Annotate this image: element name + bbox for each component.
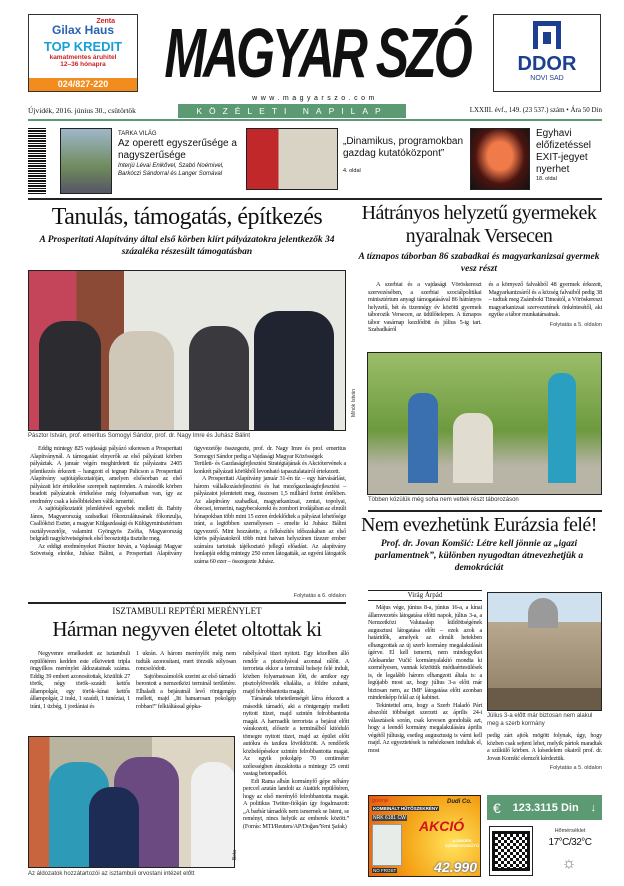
camp-column-2 — [489, 281, 603, 319]
istanbul-header — [24, 606, 350, 642]
paragraph: A sajtótájékoztatót jelenlétével egyebek mellett dr. Babity János, Magyarország szabadkai főkonzulátusának főkonzulja, Csallóközi Eszter, a magyar Külgazdasági és Külügyminisztérium osztályvezetője, valamint Gyöngyös Zsófia, Magyarország belgrádi nagykövetségének első beosztottja tisztelte meg. — [30, 505, 182, 542]
istanbul-kicker: ISZTAMBULI REPTÉRI MERÉNYLET — [112, 606, 262, 616]
ad-line2: 12–36 hónapra — [60, 61, 106, 68]
lead-subtitle: A Prosperitati Alapítvány által első körben kiírt pályázatokra jelentkezők 34 százaléka részesült támogatásban — [39, 235, 335, 257]
paragraph: A szerbiai és a vajdasági Vöröskereszt szervezésében, a szerbiai szociálpolitikai minisztérium anyagi támogatásával 86 hátrányos helyzetű, hét és tizennégy év közötti gyermek táborozik Versecen, az üdülőtelepen. A tíznapos tábor vasárnap kezdődött és július 5-ig tart. Szabadkáról — [368, 281, 482, 333]
divider — [368, 510, 602, 512]
eurasia-caption: Július 3-a előtt már biztosan nem alakul meg a szerb kormány — [487, 713, 593, 727]
ddor-city: NOVI SAD — [530, 75, 564, 82]
temperature: 17°C/32°C — [548, 837, 592, 848]
istanbul-photo[interactable] — [28, 736, 235, 868]
ddor-logo-icon — [533, 21, 561, 49]
camp-column-1 — [368, 281, 482, 334]
ad-ddor[interactable] — [493, 14, 601, 92]
ad-city: Zenta — [96, 18, 115, 25]
camp-column-2-wrap — [489, 281, 603, 334]
divider — [28, 602, 346, 604]
euro-icon: € — [493, 799, 501, 816]
camp-headline[interactable]: Hátrányos helyzetű gyermekek nyaralnak Versecen — [361, 202, 597, 247]
teaser-title[interactable]: Egyhavi előfizetéssel EXIT-jegyet nyerhet — [536, 128, 592, 175]
ad-price: 42.990 — [434, 859, 477, 875]
teaser-research[interactable] — [343, 136, 467, 174]
masthead-rule — [28, 119, 602, 121]
issue-date: Újvidék, 2016. június 30., csütörtök — [28, 106, 136, 115]
camp-caption: Többen közülük még soha nem vettek részt táborozáson — [368, 497, 519, 503]
eurasia-headline[interactable]: Nem evezhetünk Eurázsia felé! — [361, 514, 597, 536]
istanbul-photo-credit: Beta — [232, 849, 239, 861]
eurasia-subtitle: Prof. dr. Jovan Komšić: Létre kell jönnie az „igazi parlamentnek”, különben nyugodtan átnevezhetjük a demokráciát — [374, 539, 584, 573]
paragraph: Társának tehetetlenségét látva érkezett a második támadó, aki a röntgengép mellett nyitott tüzet, majd szintén felrobbantotta magát. A harmadik terrorista a bejárat előtt várakozott, először a terminálból kitóduló tömegre nyitott tüzet, majd az épület előtt autókra és taxikra lövöldözött. A rendőrök közbelépésekor szintén felrobbantotta magát. Az egyik pokolgép 70 centiméter szélességben átszakította a mintegy 25 centi vastag betonpadlót. — [243, 695, 349, 777]
teaser-operetta[interactable] — [118, 130, 242, 178]
website: www.magyarszo.com — [252, 95, 378, 102]
exchange-rate-widget — [487, 795, 602, 820]
teaser-photo-operetta[interactable] — [60, 128, 112, 194]
teaser-title[interactable]: „Dinamikus, programokban gazdag kutatóközpont” — [343, 136, 464, 159]
barcode — [28, 128, 46, 194]
divider — [28, 198, 602, 200]
camp-block — [354, 202, 604, 334]
lead-caption: Pásztor István, prof. emeritus Somogyi Sándor, prof. dr. Nagy Imre és Juhász Bálint — [28, 433, 251, 439]
teaser-kicker: TARKA VILÁG — [118, 131, 157, 137]
lead-column-2 — [194, 460, 346, 565]
lead-headline[interactable]: Tanulás, támogatás, építkezés — [51, 204, 323, 230]
ad-phone: 024/827-220 — [29, 78, 137, 91]
ad-brand: gorenje — [372, 798, 389, 804]
lead-continued-link[interactable]: Folytatás a 6. oldalon — [293, 593, 346, 599]
paragraph: A Prosperitati Alapítvány január 31-én tíz – egy hárvásárlást, három vállalkozásfejlesztési és hat mezőgazdaságfejlesztési – pályázatot jelentetett meg, összesen 1,5 milliárd forint értékben. Az alapítvány szabadkai, magyarkanizsai, zentai, topolyai, óbecsei, temerini, nagybecskereki és zombori irodájában az elmúlt hónapokban több mint 15 ezren érdeklődtek a pályázat lehetősége iránt, a legtöbben személyesen – emelte ki Juhász Bálint ügyvezető. Mint hozzátette, a felkészítés időszakában az első körös pályázatokról több mint hatvan helyszínen tízezer ember számára tartottak tájékoztató jellegű előadást. Az alapítvány honlapját eddig mintegy 250 ezren látogatták, az egyéni látogatók száma 60 ezer – összegezte Juhász. — [194, 475, 346, 565]
istanbul-headline[interactable]: Hárman negyven életet oltottak ki — [52, 617, 322, 641]
arrow-down-icon: ↓ — [590, 801, 596, 814]
teaser-photo-exit[interactable] — [470, 128, 530, 190]
ad-nofrost: NO FROST — [373, 868, 397, 873]
lead-photo[interactable] — [28, 270, 346, 431]
camp-photo-credit: Mihók István — [351, 388, 358, 418]
exchange-rate: 123.3115 Din — [512, 801, 579, 814]
camp-body — [354, 281, 604, 334]
istanbul-caption: Az áldozatok hozzátartozói az isztambuli orvostani intézet előtt — [28, 871, 195, 877]
ad-product: KOMBINÁLT HŰTŐSZEKRÉNY — [373, 806, 439, 811]
paragraph: Tekintettel arra, hogy a Szerb Haladó Párt abszolút többséget szerzett az április 24-i választások során, csak kevesen gondolták azt, hogy a leendő kormány megalakulására április végétől júliusig, esetleg augusztusig is várni kell majd. Az egyeztetések is nehézkesen indultak el, most — [368, 701, 482, 754]
ad-headline: TOP KREDIT — [43, 39, 123, 54]
paragraph: Az eddigi eredményeket Pásztor István, a Vajdasági Magyar Szövetség elnöke, Juhász Bálint, a Prosperitati Alapítvány ügyvezetője összegezte, prof. dr. Nagy Imre és prof. emeritus Somogyi Sándor pedig a Vajdasági Magyar Közösségek — [30, 445, 346, 557]
ddor-brand: DDOR — [517, 53, 577, 75]
ad-gift: AJÁNDÉK SZENDVICSSÜTŐ — [445, 838, 480, 848]
ad-gilax-haus[interactable] — [28, 14, 138, 92]
ad-gorenje[interactable] — [368, 795, 481, 877]
paragraph: Eddig mintegy 825 vajdasági pályázó sikeresen a Prosperitati Alapítványnál. A támogatást elnyerők az első pályázati körben pályáztak. A január végén meghirdetett tíz pályázatra 2405 jelentkezés érkezett – hangzott el tegnap Palicson a Prosperitati Alapítvány sajtótájékoztatóján, amelyen elsősorban az első pályázati kör értékelése szerepelt napirenden. A második körben beadott pályázatok értékelése még folyamatban van, így az eredmény csak a későbbiekben válik ismertté. — [30, 445, 182, 505]
istanbul-column-3 — [243, 650, 349, 830]
paragraph: Területi- és Gazdaságfejlesztési Stratégiájának és Akciótervének a konkrét pályázati körökből levonható tapasztalatairól értekezett. — [194, 460, 346, 475]
istanbul-column-1 — [30, 650, 130, 710]
paragraph: pedig zárt ajtók mögött folynak, úgy, hogy közben csak sejteni lehet, melyik pártok maradtak a szűkülő körben. A késedelem okairól prof. dr. Jovan Komšić elemzőt kérdeztük. — [487, 732, 602, 762]
paragraph: Negyvenre emelkedett az isztambuli repülőtéren kedden este elkövetett tripla öngyilkos merénylet áldozatainak száma. Eddig 39 embert azonosítottak, közülük 27 török, négy török–szaúdi kettős állampolgár, egy török–kínai kettős állampolgár, 2 iraki, 1 szaúdi, 1 tunéziai, 1 iráni, 1 üzbég, 1 jordániai és — [30, 650, 130, 710]
eurasia-column-2 — [487, 732, 602, 762]
qr-code[interactable] — [489, 826, 533, 876]
teaser-title[interactable]: Az operett egyszerűsége a nagyszerűsége — [118, 138, 237, 161]
paragraph: Sajtóbeszámolók szerint az első támadó berontott a nemzetközi terminál területére. Elhaladt a bejáratnál levő röntgengép mellett, majd „Itt hamarosan pokolgép robban!” felkiáltással gépka- — [136, 672, 236, 710]
masthead-title: MAGYAR SZÓ — [164, 13, 470, 93]
ad-line1: kamatmentes áruhitel — [49, 54, 117, 61]
paragraph: 1 ukrán. A három merénylőt még nem tudták azonosítani, mert törzsük súlyosan roncsolódott. — [136, 650, 236, 672]
ad-brand: Gilax Haus — [51, 23, 115, 37]
paragraph: és a környező falvakból 48 gyermek érkezett, Magyarkanizsáról és a község falvaiból pedig 38 – tudtuk meg Zsámboki Timeától, a Vöröskereszt magyarkanizsai szervezetének önkéntesétől, aki egyike a tábor munkatársainak. — [488, 281, 602, 318]
eurasia-photo[interactable] — [487, 592, 602, 711]
camp-subtitle: A tíznapos táborban 86 szabadkai és magyarkanizsai gyermek vesz részt — [358, 252, 600, 274]
temperature-label: Hőmérséklet — [554, 828, 586, 834]
eurasia-header — [354, 513, 604, 574]
eurasia-column-2-wrap — [487, 732, 602, 771]
camp-continued-link[interactable]: Folytatás a 5. oldalon — [549, 321, 602, 328]
teaser-page: 18. oldal — [536, 176, 557, 182]
eurasia-continued-link[interactable]: Folytatás a 5. oldalon — [549, 765, 602, 771]
camp-photo[interactable] — [367, 352, 602, 495]
ad-promo: AKCIÓ — [419, 818, 465, 834]
teaser-exit[interactable] — [536, 128, 606, 182]
issue-number: LXXIII. évf., 149. (23 537.) szám • Ára 50 Din — [469, 106, 602, 114]
paragraph: rabélyával tüzet nyitott. Egy közelben álló rendőr a pisztolyával azonnal rálőtt. A terrorista ekkor a terminál belseje felé indult, közben folyamatosan lőtt, de amikor egy pisztolylövedék eltalálta, a földre zuhant, majd felrobbantotta magát. — [243, 650, 349, 695]
ad-shop: Dudi Co. — [447, 799, 472, 805]
tagline: KÖZÉLETI NAPILAP — [178, 104, 406, 118]
byline: Virág Árpád — [368, 590, 482, 601]
teaser-photo-research[interactable] — [246, 128, 338, 190]
paragraph: Május vége, június 8-a, június 16-a, a kínai államvezetés látogatása előtti napok, július 3-a, a Nemzetközi Valutaalap küldöttségének augusztusi látogatása előtt – ezek azok a határidők, amelyek az elmúlt hetekben elhangzottak az új szerb kormány megalakulását ígérve. El kell ismerni, nem mindegyiket Aleksandar Vučić kormányalakító mondta ki személyesen, vannak közöttük médiaértesülések is, de legalább három elhangzott általa is: a legújabb most az, hogy július 3-a előtt már biztosan nem, az IMF látogatása előtt azonban mindenképp felál az új kabinet. — [368, 604, 482, 701]
lead-header — [24, 203, 350, 258]
paragraph: Edi Rama albán kormányfő gépe néhány perccel azután landolt az Atatürk repülőtéren, hogy az első merénylő felrobbantotta magát. A politikus Twitter-fiókján így fogalmazott: „A barbár támadók nem ismernek se Istent, se reményt, nincs helyük az emberek között.” (Forrás: MTI/Reuters/AP/Doğan/Yeni Şafak) — [243, 777, 349, 830]
teaser-page: 4. oldal — [343, 168, 361, 174]
teaser-sub: Interjú Lévai Enikővel, Szabó Noémivel, Barkóczi Sándorral és Langer Somával — [118, 163, 224, 177]
sun-icon: ☼ — [561, 855, 577, 872]
fridge-image — [372, 824, 402, 866]
ad-model: NRK 6181 CW — [373, 815, 406, 821]
eurasia-column-1 — [368, 604, 482, 754]
lead-body — [30, 445, 346, 565]
istanbul-column-2 — [136, 650, 236, 710]
